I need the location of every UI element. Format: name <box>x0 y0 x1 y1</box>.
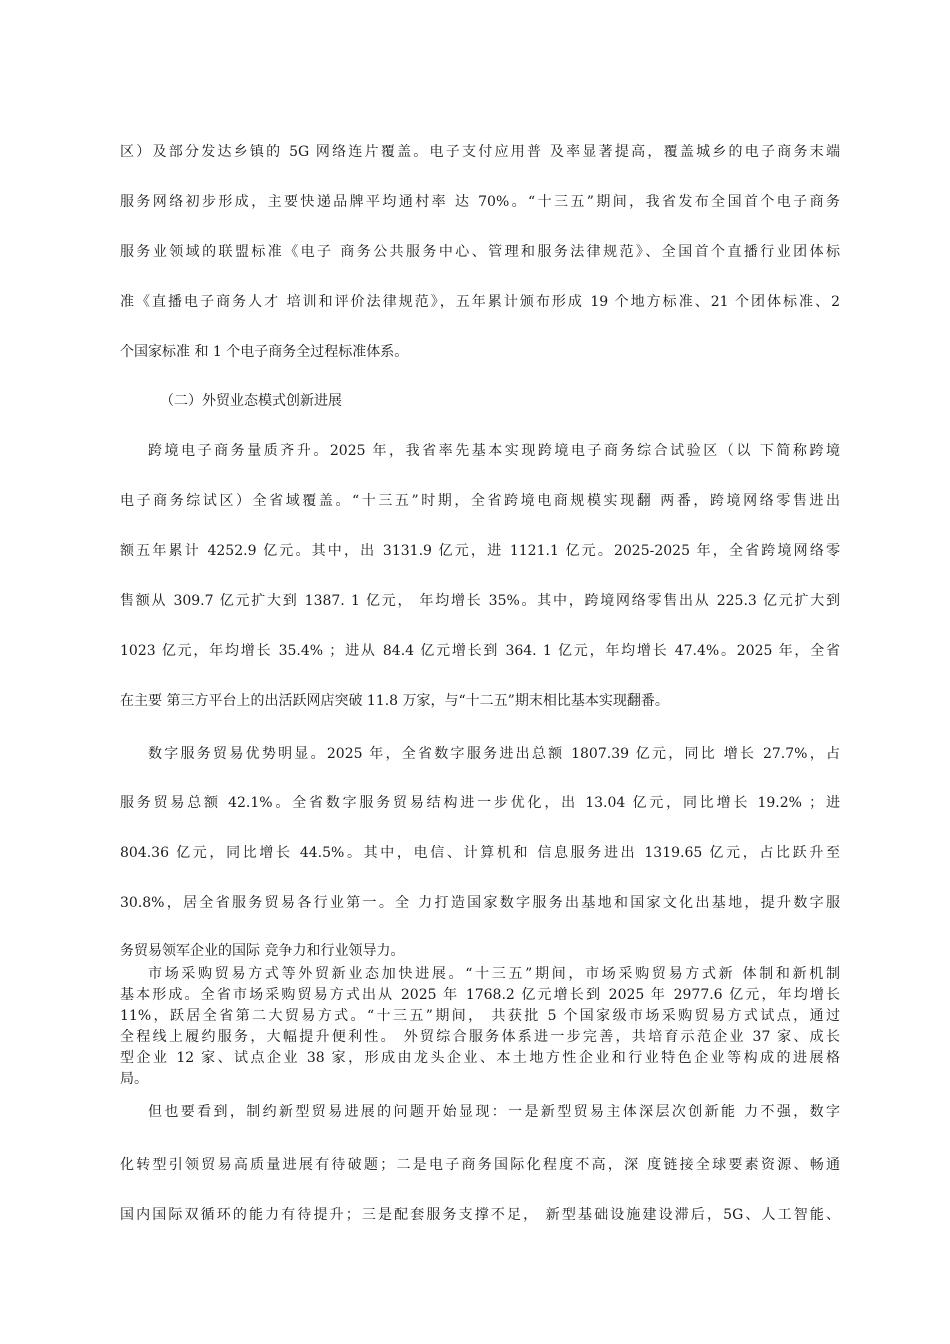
text-line: 数字服务贸易优势明显。2025 年，全省数字服务进出总额 1807.39 亿元，同比 增长 27.7%，占 <box>148 746 840 762</box>
text-line: 11%，跃居全省第二大贸易方式。“十三五”期间， 共获批 5 个国家级市场采购贸易方式试点，通过 <box>120 1008 840 1024</box>
text-line: 型企业 12 家、试点企业 38 家，形成由龙头企业、本土地方性企业和行业特色企业等构成的进展格 <box>120 1050 840 1066</box>
text-line: 服务业领域的联盟标准《电子 商务公共服务中心、管理和服务法律规范》、全国首个直播行业团体标 <box>120 244 840 260</box>
section-heading: （二）外贸业态模式创新进展 <box>160 393 342 409</box>
text-line: 30.8%，居全省服务贸易各行业第一。全 力打造国家数字服务出基地和国家文化出基地，提升数字服 <box>120 895 840 911</box>
text-line: 804.36 亿元，同比增长 44.5%。其中，电信、计算机和 信息服务进出 1319.65 亿元，占比跃升至 <box>120 845 840 861</box>
text-line: 个国家标准 和 1 个电子商务全过程标准体系。 <box>120 344 409 360</box>
text-line: 局。 <box>120 1071 148 1087</box>
text-line: 但也要看到，制约新型贸易进展的问题开始显现：一是新型贸易主体深层次创新能 力不强，数字 <box>148 1104 840 1120</box>
text-line: 务贸易领军企业的国际 竞争力和行业领导力。 <box>120 943 405 959</box>
text-line: 跨境电子商务量质齐升。2025 年，我省率先基本实现跨境电子商务综合试验区（以 下简称跨境 <box>148 443 840 459</box>
text-line: 额五年累计 4252.9 亿元。其中，出 3131.9 亿元，进 1121.1 亿元。2025-2025 年，全省跨境网络零 <box>120 543 840 559</box>
text-line: 国内国际双循环的能力有待提升；三是配套服务支撑不足， 新型基础设施建设滞后，5G、人工智能、 <box>120 1207 840 1223</box>
text-line: 准《直播电子商务人才 培训和评价法律规范》，五年累计颁布形成 19 个地方标准、21 个团体标准、2 <box>120 294 840 310</box>
text-line: 在主要 第三方平台上的出活跃网店突破 11.8 万家，与“十二五”期末相比基本实现翻番。 <box>120 693 669 709</box>
text-line: 售额从 309.7 亿元扩大到 1387. 1 亿元， 年均增长 35%。其中，跨境网络零售出从 225.3 亿元扩大到 <box>120 593 840 609</box>
text-line: 基本形成。全省市场采购贸易方式出从 2025 年 1768.2 亿元增长到 2025 年 2977.6 亿元，年均增长 <box>120 987 840 1003</box>
text-line: 化转型引领贸易高质量进展有待破题；二是电子商务国际化程度不高，深 度链接全球要素资源、畅通 <box>120 1157 840 1173</box>
text-line: 电子商务综试区）全省域覆盖。“十三五”时期，全省跨境电商规模实现翻 两番，跨境网络零售进出 <box>120 493 840 509</box>
text-line: 市场采购贸易方式等外贸新业态加快进展。“十三五”期间，市场采购贸易方式新 体制和新机制 <box>148 966 840 982</box>
text-line: 全程线上履约服务，大幅提升便利性。 外贸综合服务体系进一步完善，共培育示范企业 37 家、成长 <box>120 1029 840 1045</box>
text-line: 服务贸易总额 42.1%。全省数字服务贸易结构进一步优化，出 13.04 亿元，同比增长 19.2% ；进 <box>120 795 840 811</box>
text-line: 服务网络初步形成，主要快递品牌平均通村率 达 70%。“十三五”期间，我省发布全国首个电子商务 <box>120 194 840 210</box>
text-line: 区）及部分发达乡镇的 5G 网络连片覆盖。电子支付应用普 及率显著提高，覆盖城乡的电子商务末端 <box>120 144 840 160</box>
text-line: 1023 亿元，年均增长 35.4% ；进从 84.4 亿元增长到 364. 1 亿元，年均增长 47.4%。2025 年，全省 <box>120 643 840 659</box>
